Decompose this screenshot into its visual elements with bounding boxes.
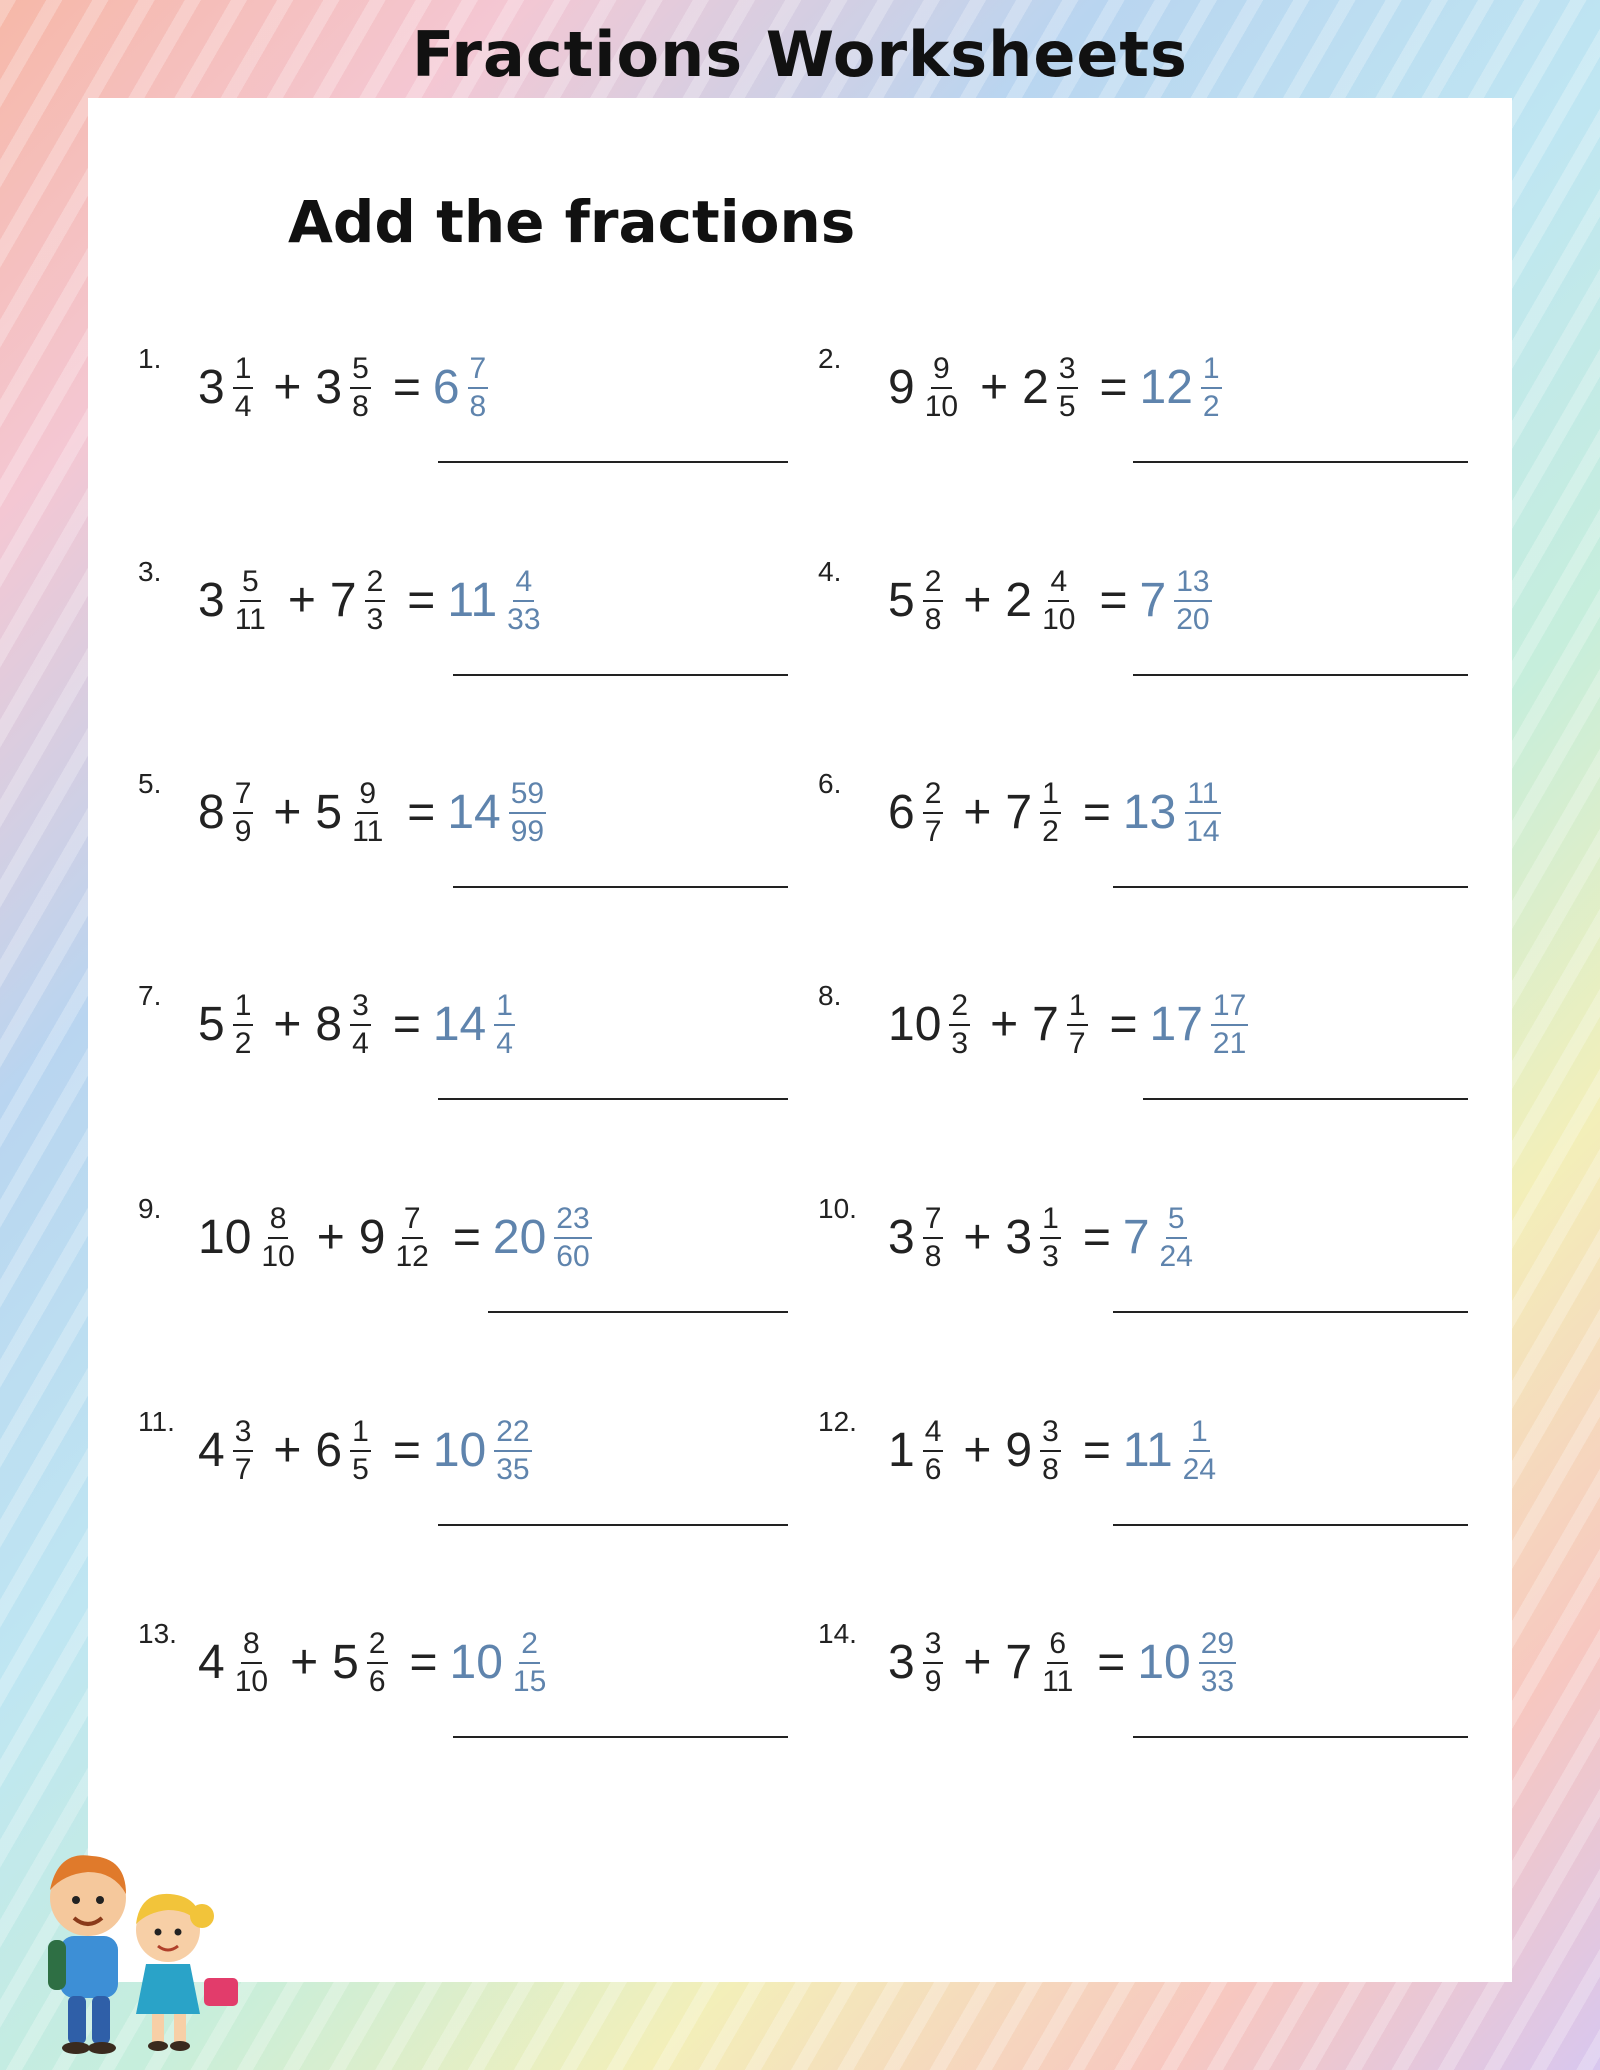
second-whole-number: 6 bbox=[315, 1424, 343, 1477]
problem-expression bbox=[888, 1203, 1201, 1272]
first-numerator: 7 bbox=[233, 778, 254, 814]
first-numerator: 1 bbox=[233, 990, 254, 1026]
problem-item bbox=[138, 556, 818, 676]
answer-numerator: 59 bbox=[509, 778, 546, 814]
first-whole-number: 10 bbox=[888, 998, 942, 1051]
problem-number: 2. bbox=[818, 343, 842, 374]
second-whole-number: 7 bbox=[329, 574, 357, 627]
first-whole-number: 3 bbox=[888, 1636, 915, 1689]
first-denominator: 10 bbox=[924, 389, 959, 423]
boy-figure bbox=[48, 1855, 126, 2054]
second-numerator: 6 bbox=[1047, 1628, 1068, 1664]
problem-expression bbox=[888, 1628, 1242, 1697]
equals-sign: = bbox=[452, 1211, 481, 1264]
second-fraction bbox=[350, 353, 371, 422]
plus-sign: + bbox=[963, 1636, 992, 1689]
second-whole-number: 3 bbox=[315, 361, 343, 414]
answer-denominator: 99 bbox=[510, 814, 545, 848]
answer-whole-number: 10 bbox=[432, 1424, 487, 1477]
second-whole-number: 5 bbox=[315, 786, 343, 839]
answer-whole-number: 11 bbox=[447, 574, 498, 627]
first-numerator: 3 bbox=[923, 1628, 944, 1664]
second-denominator: 5 bbox=[1058, 389, 1076, 423]
second-fraction bbox=[1040, 566, 1077, 635]
equals-sign: = bbox=[1099, 574, 1128, 627]
answer-whole-number: 10 bbox=[1137, 1636, 1191, 1689]
second-whole-number: 2 bbox=[1005, 574, 1033, 627]
answer-fraction bbox=[1184, 778, 1221, 847]
second-whole-number: 9 bbox=[1005, 1424, 1033, 1477]
answer-fraction bbox=[509, 778, 546, 847]
second-fraction bbox=[350, 990, 371, 1059]
second-fraction bbox=[1040, 1203, 1061, 1272]
answer-denominator: 15 bbox=[512, 1664, 547, 1698]
answer-denominator: 2 bbox=[1202, 389, 1220, 423]
problem-item bbox=[818, 1618, 1498, 1738]
second-numerator: 3 bbox=[1057, 353, 1078, 389]
second-whole-number: 7 bbox=[1005, 786, 1033, 839]
second-fraction bbox=[1040, 1416, 1061, 1485]
first-denominator: 6 bbox=[924, 1452, 942, 1486]
problem-number: 7. bbox=[138, 980, 162, 1011]
answer bbox=[493, 1203, 598, 1272]
first-denominator: 9 bbox=[924, 1664, 942, 1698]
equals-sign: = bbox=[1109, 998, 1138, 1051]
answer-denominator: 20 bbox=[1176, 602, 1210, 636]
plus-sign: + bbox=[316, 1211, 345, 1264]
answer-numerator: 1 bbox=[494, 990, 515, 1026]
second-numerator: 1 bbox=[1040, 778, 1061, 814]
answer-fraction bbox=[1158, 1203, 1195, 1272]
first-denominator: 8 bbox=[924, 1239, 942, 1273]
equals-sign: = bbox=[409, 1636, 438, 1689]
second-whole-number: 7 bbox=[1032, 998, 1059, 1051]
answer-denominator: 33 bbox=[507, 602, 541, 636]
answer-line bbox=[453, 1736, 788, 1738]
first-numerator: 1 bbox=[233, 353, 254, 389]
answer bbox=[447, 778, 552, 847]
answer-line bbox=[438, 461, 788, 463]
problem-expression bbox=[198, 353, 494, 422]
answer bbox=[1137, 1628, 1242, 1697]
problem-expression bbox=[888, 566, 1218, 635]
page-title: Fractions Worksheets bbox=[412, 18, 1188, 91]
answer-denominator: 35 bbox=[496, 1452, 530, 1486]
answer-numerator: 22 bbox=[494, 1416, 531, 1452]
problem-expression bbox=[198, 1203, 598, 1272]
problem-item bbox=[818, 768, 1498, 888]
answer bbox=[1150, 990, 1255, 1059]
first-denominator: 10 bbox=[261, 1239, 295, 1273]
first-denominator: 3 bbox=[951, 1026, 969, 1060]
second-fraction bbox=[350, 778, 385, 847]
answer bbox=[433, 1416, 538, 1485]
problem-item bbox=[138, 1193, 818, 1313]
problem-number: 8. bbox=[818, 980, 842, 1011]
answer-line bbox=[438, 1098, 788, 1100]
children-cartoon-image bbox=[18, 1838, 248, 2058]
first-whole-number: 1 bbox=[888, 1424, 915, 1477]
answer-whole-number: 14 bbox=[432, 998, 487, 1051]
answer-fraction bbox=[1199, 1628, 1236, 1697]
second-whole-number: 5 bbox=[332, 1636, 359, 1689]
first-fraction bbox=[923, 353, 960, 422]
answer-numerator: 7 bbox=[468, 353, 489, 389]
answer bbox=[450, 1628, 555, 1697]
second-numerator: 1 bbox=[1067, 990, 1088, 1026]
second-numerator: 1 bbox=[1040, 1203, 1061, 1239]
second-fraction bbox=[1067, 990, 1088, 1059]
second-denominator: 11 bbox=[352, 814, 384, 848]
first-whole-number: 4 bbox=[198, 1636, 225, 1689]
first-denominator: 7 bbox=[924, 814, 942, 848]
second-whole-number: 3 bbox=[1005, 1211, 1033, 1264]
answer-line bbox=[1143, 1098, 1468, 1100]
answer-whole-number: 7 bbox=[1139, 574, 1167, 627]
problem-number: 11. bbox=[138, 1406, 175, 1437]
first-fraction bbox=[233, 566, 268, 635]
problem-number: 1. bbox=[138, 343, 162, 374]
problem-expression bbox=[888, 1416, 1224, 1485]
answer-line bbox=[1133, 1736, 1468, 1738]
second-denominator: 3 bbox=[1042, 1239, 1059, 1273]
answer-numerator: 11 bbox=[1185, 778, 1220, 814]
equals-sign: = bbox=[392, 361, 421, 414]
problem-number: 12. bbox=[818, 1406, 857, 1437]
answer-fraction bbox=[554, 1203, 591, 1272]
second-fraction bbox=[394, 1203, 431, 1272]
first-numerator: 5 bbox=[240, 566, 261, 602]
plus-sign: + bbox=[963, 1211, 992, 1264]
answer-fraction bbox=[1181, 1416, 1218, 1485]
equals-sign: = bbox=[1099, 361, 1128, 414]
answer-whole-number: 6 bbox=[432, 361, 460, 414]
answer-numerator: 17 bbox=[1211, 990, 1248, 1026]
equals-sign: = bbox=[392, 998, 421, 1051]
answer-whole-number: 17 bbox=[1149, 998, 1203, 1051]
second-denominator: 4 bbox=[352, 1026, 369, 1060]
first-fraction bbox=[233, 1416, 254, 1485]
answer-whole-number: 11 bbox=[1122, 1424, 1173, 1477]
problem-expression bbox=[888, 353, 1228, 422]
first-whole-number: 9 bbox=[888, 361, 915, 414]
answer-whole-number: 14 bbox=[447, 786, 501, 839]
equals-sign: = bbox=[392, 1424, 421, 1477]
answer-denominator: 60 bbox=[556, 1239, 590, 1273]
plus-sign: + bbox=[963, 786, 992, 839]
equals-sign: = bbox=[1082, 1211, 1111, 1264]
problem-item bbox=[138, 980, 818, 1100]
answer-whole-number: 20 bbox=[492, 1211, 547, 1264]
answer-numerator: 1 bbox=[1201, 353, 1222, 389]
answer-denominator: 24 bbox=[1159, 1239, 1193, 1273]
problem-expression bbox=[198, 778, 552, 847]
answer-fraction bbox=[1201, 353, 1222, 422]
first-numerator: 8 bbox=[241, 1628, 262, 1664]
second-whole-number: 2 bbox=[1022, 361, 1049, 414]
problem-number: 14. bbox=[818, 1618, 857, 1649]
second-denominator: 6 bbox=[368, 1664, 386, 1698]
second-fraction bbox=[1040, 778, 1061, 847]
girl-figure bbox=[136, 1894, 238, 2051]
second-numerator: 3 bbox=[1040, 1416, 1061, 1452]
first-denominator: 8 bbox=[924, 602, 942, 636]
first-whole-number: 8 bbox=[198, 786, 225, 839]
first-fraction bbox=[259, 1203, 296, 1272]
equals-sign: = bbox=[407, 786, 436, 839]
problem-expression bbox=[888, 990, 1254, 1059]
first-numerator: 8 bbox=[268, 1203, 289, 1239]
plus-sign: + bbox=[990, 998, 1019, 1051]
plus-sign: + bbox=[980, 361, 1009, 414]
equals-sign: = bbox=[1082, 1424, 1111, 1477]
answer-fraction bbox=[1174, 566, 1211, 635]
second-denominator: 11 bbox=[1042, 1664, 1074, 1698]
answer-line bbox=[438, 1524, 788, 1526]
answer-numerator: 29 bbox=[1199, 1628, 1236, 1664]
second-numerator: 9 bbox=[357, 778, 378, 814]
problem-number: 10. bbox=[818, 1193, 857, 1224]
instruction-heading: Add the fractions bbox=[288, 188, 856, 256]
problem-number: 9. bbox=[138, 1193, 162, 1224]
second-fraction bbox=[365, 566, 386, 635]
second-numerator: 2 bbox=[367, 1628, 388, 1664]
second-whole-number: 7 bbox=[1005, 1636, 1033, 1689]
second-denominator: 2 bbox=[1042, 814, 1059, 848]
answer-line bbox=[453, 886, 788, 888]
first-whole-number: 10 bbox=[198, 1211, 252, 1264]
answer-fraction bbox=[511, 1628, 548, 1697]
first-denominator: 4 bbox=[234, 389, 252, 423]
problem-number: 3. bbox=[138, 556, 162, 587]
plus-sign: + bbox=[273, 998, 302, 1051]
second-numerator: 5 bbox=[350, 353, 371, 389]
first-numerator: 4 bbox=[923, 1416, 944, 1452]
answer-denominator: 24 bbox=[1182, 1452, 1217, 1486]
problem-item bbox=[818, 1193, 1498, 1313]
answer-numerator: 23 bbox=[554, 1203, 591, 1239]
problem-number: 5. bbox=[138, 768, 162, 799]
problem-item bbox=[138, 768, 818, 888]
second-numerator: 7 bbox=[402, 1203, 423, 1239]
answer-denominator: 4 bbox=[496, 1026, 513, 1060]
first-whole-number: 4 bbox=[198, 1424, 225, 1477]
problem-expression bbox=[198, 1416, 538, 1485]
answer-numerator: 2 bbox=[519, 1628, 540, 1664]
answer bbox=[1140, 353, 1228, 422]
second-denominator: 7 bbox=[1068, 1026, 1086, 1060]
answer-numerator: 5 bbox=[1166, 1203, 1187, 1239]
first-whole-number: 6 bbox=[888, 786, 915, 839]
equals-sign: = bbox=[407, 574, 436, 627]
first-denominator: 7 bbox=[234, 1452, 252, 1486]
answer-whole-number: 13 bbox=[1122, 786, 1177, 839]
first-whole-number: 3 bbox=[198, 574, 225, 627]
first-whole-number: 3 bbox=[198, 361, 225, 414]
second-numerator: 2 bbox=[365, 566, 386, 602]
answer-whole-number: 10 bbox=[449, 1636, 503, 1689]
plus-sign: + bbox=[273, 786, 302, 839]
answer-denominator: 21 bbox=[1212, 1026, 1247, 1060]
problem-item bbox=[818, 556, 1498, 676]
answer-line bbox=[1113, 886, 1468, 888]
answer-fraction bbox=[468, 353, 489, 422]
second-denominator: 8 bbox=[352, 389, 369, 423]
worksheet-paper bbox=[88, 98, 1512, 1982]
second-denominator: 10 bbox=[1042, 602, 1076, 636]
problem-number: 4. bbox=[818, 556, 842, 587]
problem-item bbox=[818, 980, 1498, 1100]
plus-sign: + bbox=[963, 1424, 992, 1477]
problem-expression bbox=[198, 566, 549, 635]
answer bbox=[433, 990, 521, 1059]
first-fraction bbox=[923, 778, 944, 847]
first-numerator: 2 bbox=[923, 778, 944, 814]
answer-denominator: 33 bbox=[1200, 1664, 1235, 1698]
plus-sign: + bbox=[273, 1424, 302, 1477]
first-numerator: 7 bbox=[923, 1203, 944, 1239]
second-numerator: 1 bbox=[350, 1416, 371, 1452]
first-numerator: 9 bbox=[931, 353, 952, 389]
problem-number: 6. bbox=[818, 768, 842, 799]
answer bbox=[1140, 566, 1218, 635]
first-denominator: 9 bbox=[234, 814, 252, 848]
second-denominator: 8 bbox=[1042, 1452, 1059, 1486]
answer bbox=[447, 566, 548, 635]
answer-line bbox=[488, 1311, 788, 1313]
answer-numerator: 4 bbox=[513, 566, 534, 602]
second-fraction bbox=[350, 1416, 371, 1485]
plus-sign: + bbox=[287, 574, 316, 627]
problem-expression bbox=[888, 778, 1228, 847]
second-denominator: 3 bbox=[366, 602, 384, 636]
answer-denominator: 14 bbox=[1186, 814, 1220, 848]
second-numerator: 3 bbox=[350, 990, 371, 1026]
equals-sign: = bbox=[1097, 1636, 1126, 1689]
answer-fraction bbox=[494, 1416, 531, 1485]
answer bbox=[1123, 1203, 1201, 1272]
answer bbox=[1123, 778, 1228, 847]
problem-item bbox=[138, 1618, 818, 1738]
second-fraction bbox=[367, 1628, 388, 1697]
answer-numerator: 13 bbox=[1174, 566, 1211, 602]
first-fraction bbox=[923, 1203, 944, 1272]
first-fraction bbox=[923, 1416, 944, 1485]
first-whole-number: 3 bbox=[888, 1211, 915, 1264]
first-denominator: 11 bbox=[234, 602, 266, 636]
problem-item bbox=[818, 1406, 1498, 1526]
answer-line bbox=[1113, 1311, 1468, 1313]
first-whole-number: 5 bbox=[198, 998, 225, 1051]
first-numerator: 2 bbox=[923, 566, 944, 602]
first-whole-number: 5 bbox=[888, 574, 915, 627]
plus-sign: + bbox=[273, 361, 302, 414]
answer-denominator: 8 bbox=[469, 389, 487, 423]
problem-expression bbox=[198, 1628, 554, 1697]
first-denominator: 2 bbox=[234, 1026, 252, 1060]
problem-item bbox=[138, 343, 818, 463]
answer-line bbox=[1113, 1524, 1468, 1526]
answer-whole-number: 7 bbox=[1122, 1211, 1150, 1264]
second-whole-number: 8 bbox=[315, 998, 343, 1051]
first-fraction bbox=[233, 1628, 270, 1697]
second-numerator: 4 bbox=[1048, 566, 1069, 602]
second-denominator: 5 bbox=[352, 1452, 369, 1486]
second-fraction bbox=[1040, 1628, 1075, 1697]
equals-sign: = bbox=[1082, 786, 1111, 839]
answer-fraction bbox=[1211, 990, 1248, 1059]
first-fraction bbox=[233, 990, 254, 1059]
first-fraction bbox=[233, 778, 254, 847]
first-fraction bbox=[923, 1628, 944, 1697]
first-fraction bbox=[923, 566, 944, 635]
answer-fraction bbox=[494, 990, 515, 1059]
problem-item bbox=[138, 1406, 818, 1526]
answer-line bbox=[453, 674, 788, 676]
first-fraction bbox=[233, 353, 254, 422]
plus-sign: + bbox=[290, 1636, 319, 1689]
first-denominator: 10 bbox=[234, 1664, 269, 1698]
answer-whole-number: 12 bbox=[1139, 361, 1193, 414]
problem-expression bbox=[198, 990, 521, 1059]
second-fraction bbox=[1057, 353, 1078, 422]
answer-line bbox=[1133, 674, 1468, 676]
answer-line bbox=[1133, 461, 1468, 463]
first-numerator: 3 bbox=[233, 1416, 254, 1452]
problem-number: 13. bbox=[138, 1618, 177, 1649]
answer-numerator: 1 bbox=[1189, 1416, 1210, 1452]
plus-sign: + bbox=[963, 574, 992, 627]
answer bbox=[1123, 1416, 1224, 1485]
second-denominator: 12 bbox=[395, 1239, 429, 1273]
second-whole-number: 9 bbox=[358, 1211, 386, 1264]
first-numerator: 2 bbox=[949, 990, 970, 1026]
answer bbox=[433, 353, 494, 422]
first-fraction bbox=[949, 990, 970, 1059]
answer-fraction bbox=[505, 566, 542, 635]
problem-item bbox=[818, 343, 1498, 463]
